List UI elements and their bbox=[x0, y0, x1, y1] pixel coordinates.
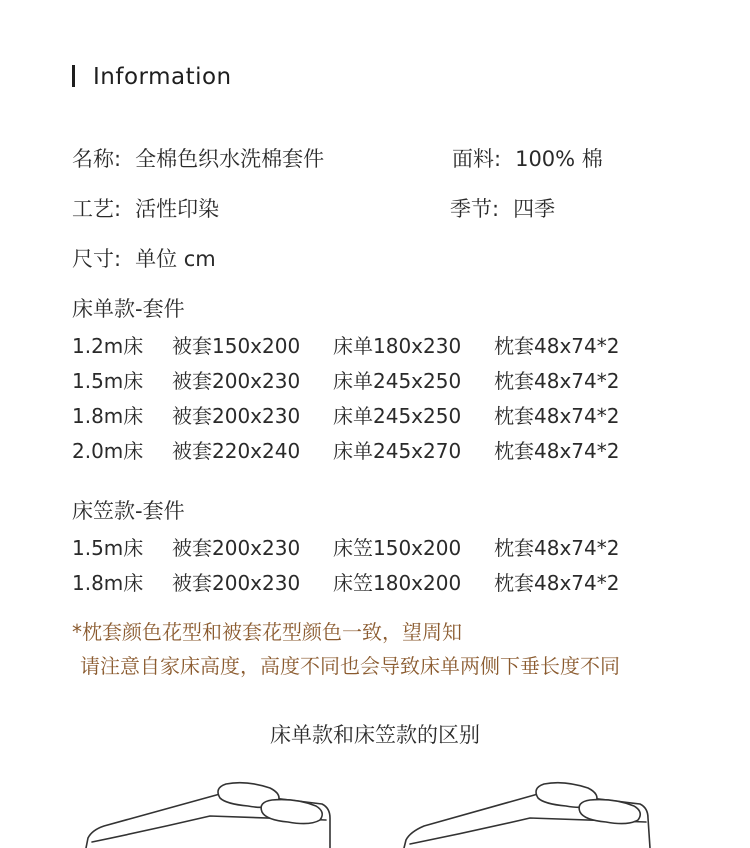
info-name-label: 名称: bbox=[72, 147, 122, 171]
info-size-value: 单位 cm bbox=[135, 247, 216, 271]
info-size bbox=[72, 243, 216, 273]
diagram-title: 床单款和床笠款的区别 bbox=[270, 723, 480, 747]
note-bed-height: 请注意自家床高度，高度不同也会导致床单两侧下垂长度不同 bbox=[80, 654, 620, 678]
table-row bbox=[0, 330, 750, 358]
duvet-size: 被套150x200 bbox=[172, 334, 301, 358]
bed-size: 1.8m床 bbox=[72, 404, 144, 428]
section-title: Information bbox=[93, 64, 232, 90]
table-row bbox=[0, 400, 750, 428]
fitted-sheet-size: 床笠180x200 bbox=[333, 571, 462, 595]
fitted-sheet-size: 床笠150x200 bbox=[333, 536, 462, 560]
info-fabric-label: 面料: bbox=[452, 147, 502, 171]
pillow-size: 枕套48x74*2 bbox=[494, 404, 620, 428]
duvet-size: 被套200x230 bbox=[172, 369, 301, 393]
duvet-size: 被套200x230 bbox=[172, 536, 301, 560]
pillow-size: 枕套48x74*2 bbox=[494, 536, 620, 560]
bed-size: 1.2m床 bbox=[72, 334, 144, 358]
table-row bbox=[0, 567, 750, 595]
duvet-size: 被套200x230 bbox=[172, 404, 301, 428]
table-row bbox=[0, 435, 750, 463]
info-craft-label: 工艺: bbox=[72, 197, 122, 221]
pillow-size: 枕套48x74*2 bbox=[494, 334, 620, 358]
info-craft-value: 活性印染 bbox=[135, 197, 220, 221]
pillow-size: 枕套48x74*2 bbox=[494, 369, 620, 393]
duvet-size: 被套220x240 bbox=[172, 439, 301, 463]
sheet-size: 床单245x250 bbox=[333, 404, 462, 428]
info-craft bbox=[72, 193, 219, 223]
sheet-size: 床单180x230 bbox=[333, 334, 462, 358]
pillow-size: 枕套48x74*2 bbox=[494, 439, 620, 463]
info-fabric-value: 100% 棉 bbox=[515, 147, 603, 171]
note-pillow-color: *枕套颜色花型和被套花型颜色一致，望周知 bbox=[72, 620, 462, 644]
bed-size: 1.5m床 bbox=[72, 369, 144, 393]
info-size-label: 尺寸: bbox=[72, 247, 122, 271]
section-header bbox=[72, 64, 232, 90]
info-season-label: 季节: bbox=[450, 197, 500, 221]
bed-size: 1.5m床 bbox=[72, 536, 144, 560]
info-fabric bbox=[452, 143, 603, 173]
table-row bbox=[0, 532, 750, 560]
flat-sheet-title: 床单款-套件 bbox=[72, 297, 185, 321]
info-season bbox=[450, 193, 555, 223]
bed-size: 2.0m床 bbox=[72, 439, 144, 463]
pillow-size: 枕套48x74*2 bbox=[494, 571, 620, 595]
info-name bbox=[72, 143, 324, 173]
fitted-sheet-bed-illustration bbox=[404, 783, 650, 848]
bed-illustrations bbox=[0, 760, 750, 848]
info-season-value: 四季 bbox=[513, 197, 556, 221]
fitted-sheet-title: 床笠款-套件 bbox=[72, 499, 185, 523]
sheet-size: 床单245x270 bbox=[333, 439, 462, 463]
info-name-value: 全棉色织水洗棉套件 bbox=[135, 147, 325, 171]
sheet-size: 床单245x250 bbox=[333, 369, 462, 393]
header-bar-divider bbox=[72, 65, 75, 87]
bed-size: 1.8m床 bbox=[72, 571, 144, 595]
duvet-size: 被套200x230 bbox=[172, 571, 301, 595]
flat-sheet-bed-illustration bbox=[86, 783, 330, 848]
table-row bbox=[0, 365, 750, 393]
